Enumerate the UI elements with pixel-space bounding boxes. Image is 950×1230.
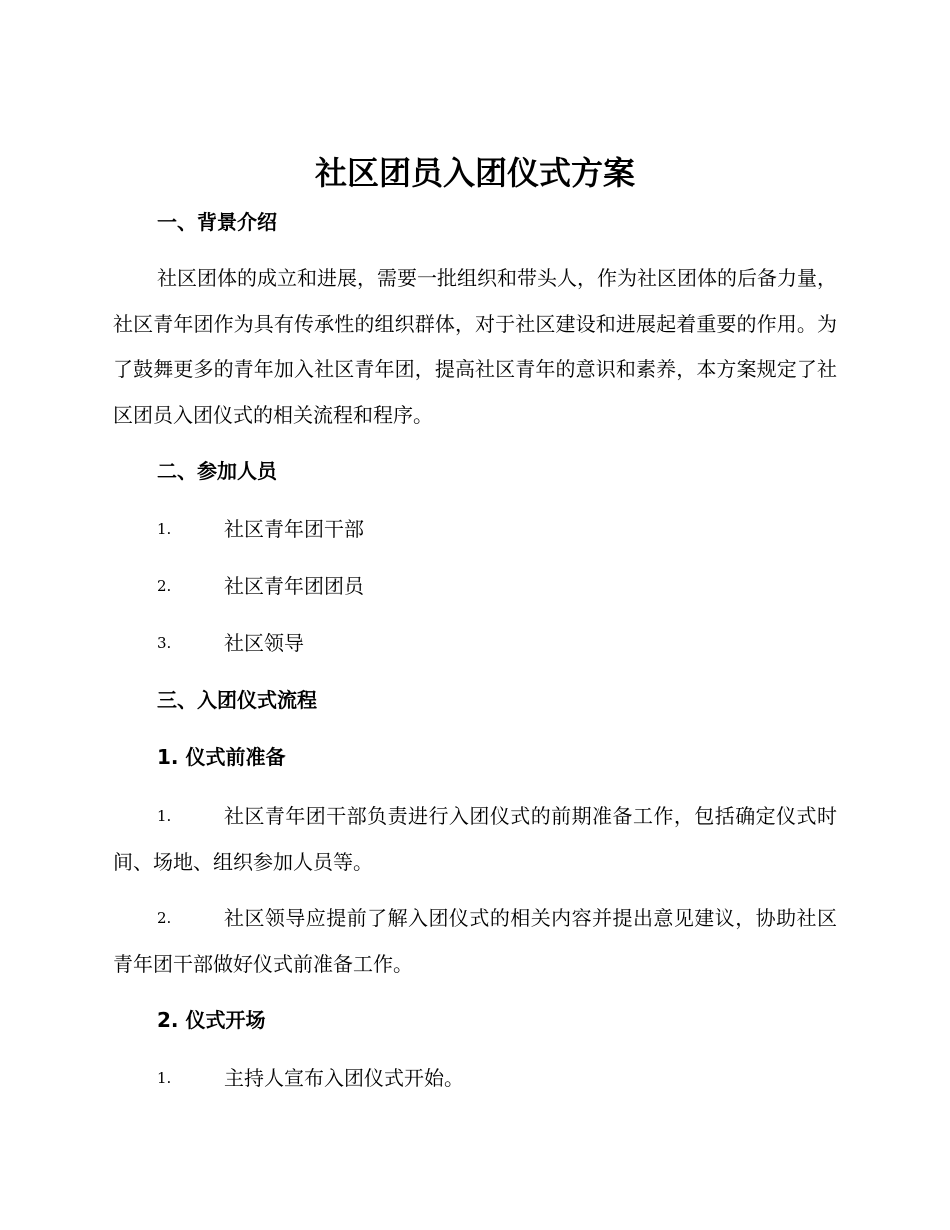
list-item-text: 社区青年团干部负责进行入团仪式的前期准备工作，包括确定仪式时间、场地、组织参加人员等。: [113, 804, 837, 874]
list-number: 2.: [157, 909, 172, 927]
list-item-text: 社区青年团干部: [224, 517, 364, 541]
list-item: [113, 506, 837, 552]
list-item: [113, 563, 837, 609]
document-title: 社区团员入团仪式方案: [314, 154, 635, 192]
list-number: 2.: [157, 577, 172, 595]
list-item: [113, 620, 837, 666]
list-number: 1.: [157, 807, 172, 825]
list-number: 1.: [157, 520, 172, 538]
subsection-heading-opening: 2. 仪式开场: [157, 1008, 266, 1032]
list-item: [113, 1055, 837, 1101]
subsection-heading-preparation: 1. 仪式前准备: [157, 745, 286, 769]
list-item-text: 社区领导: [224, 631, 304, 655]
section-heading-background: 一、背景介绍: [157, 210, 277, 234]
section-heading-ceremony-flow: 三、入团仪式流程: [157, 688, 317, 712]
list-item-text: 社区青年团团员: [224, 574, 364, 598]
section-heading-participants: 二、参加人员: [157, 459, 277, 483]
list-item: [113, 895, 837, 987]
list-item-text: 社区领导应提前了解入团仪式的相关内容并提出意见建议，协助社区青年团干部做好仪式前准备工作。: [113, 906, 837, 976]
list-item: [113, 793, 837, 885]
list-item-text: 主持人宣布入团仪式开始。: [224, 1066, 464, 1090]
list-number: 3.: [157, 634, 172, 652]
background-paragraph: 社区团体的成立和进展，需要一批组织和带头人，作为社区团体的后备力量，社区青年团作为具有传承性的组织群体，对于社区建设和进展起着重要的作用。为了鼓舞更多的青年加入社区青年团，提高社区青年的意识和素养，本方案规定了社区团员入团仪式的相关流程和程序。: [113, 266, 837, 427]
list-number: 1.: [157, 1069, 172, 1087]
